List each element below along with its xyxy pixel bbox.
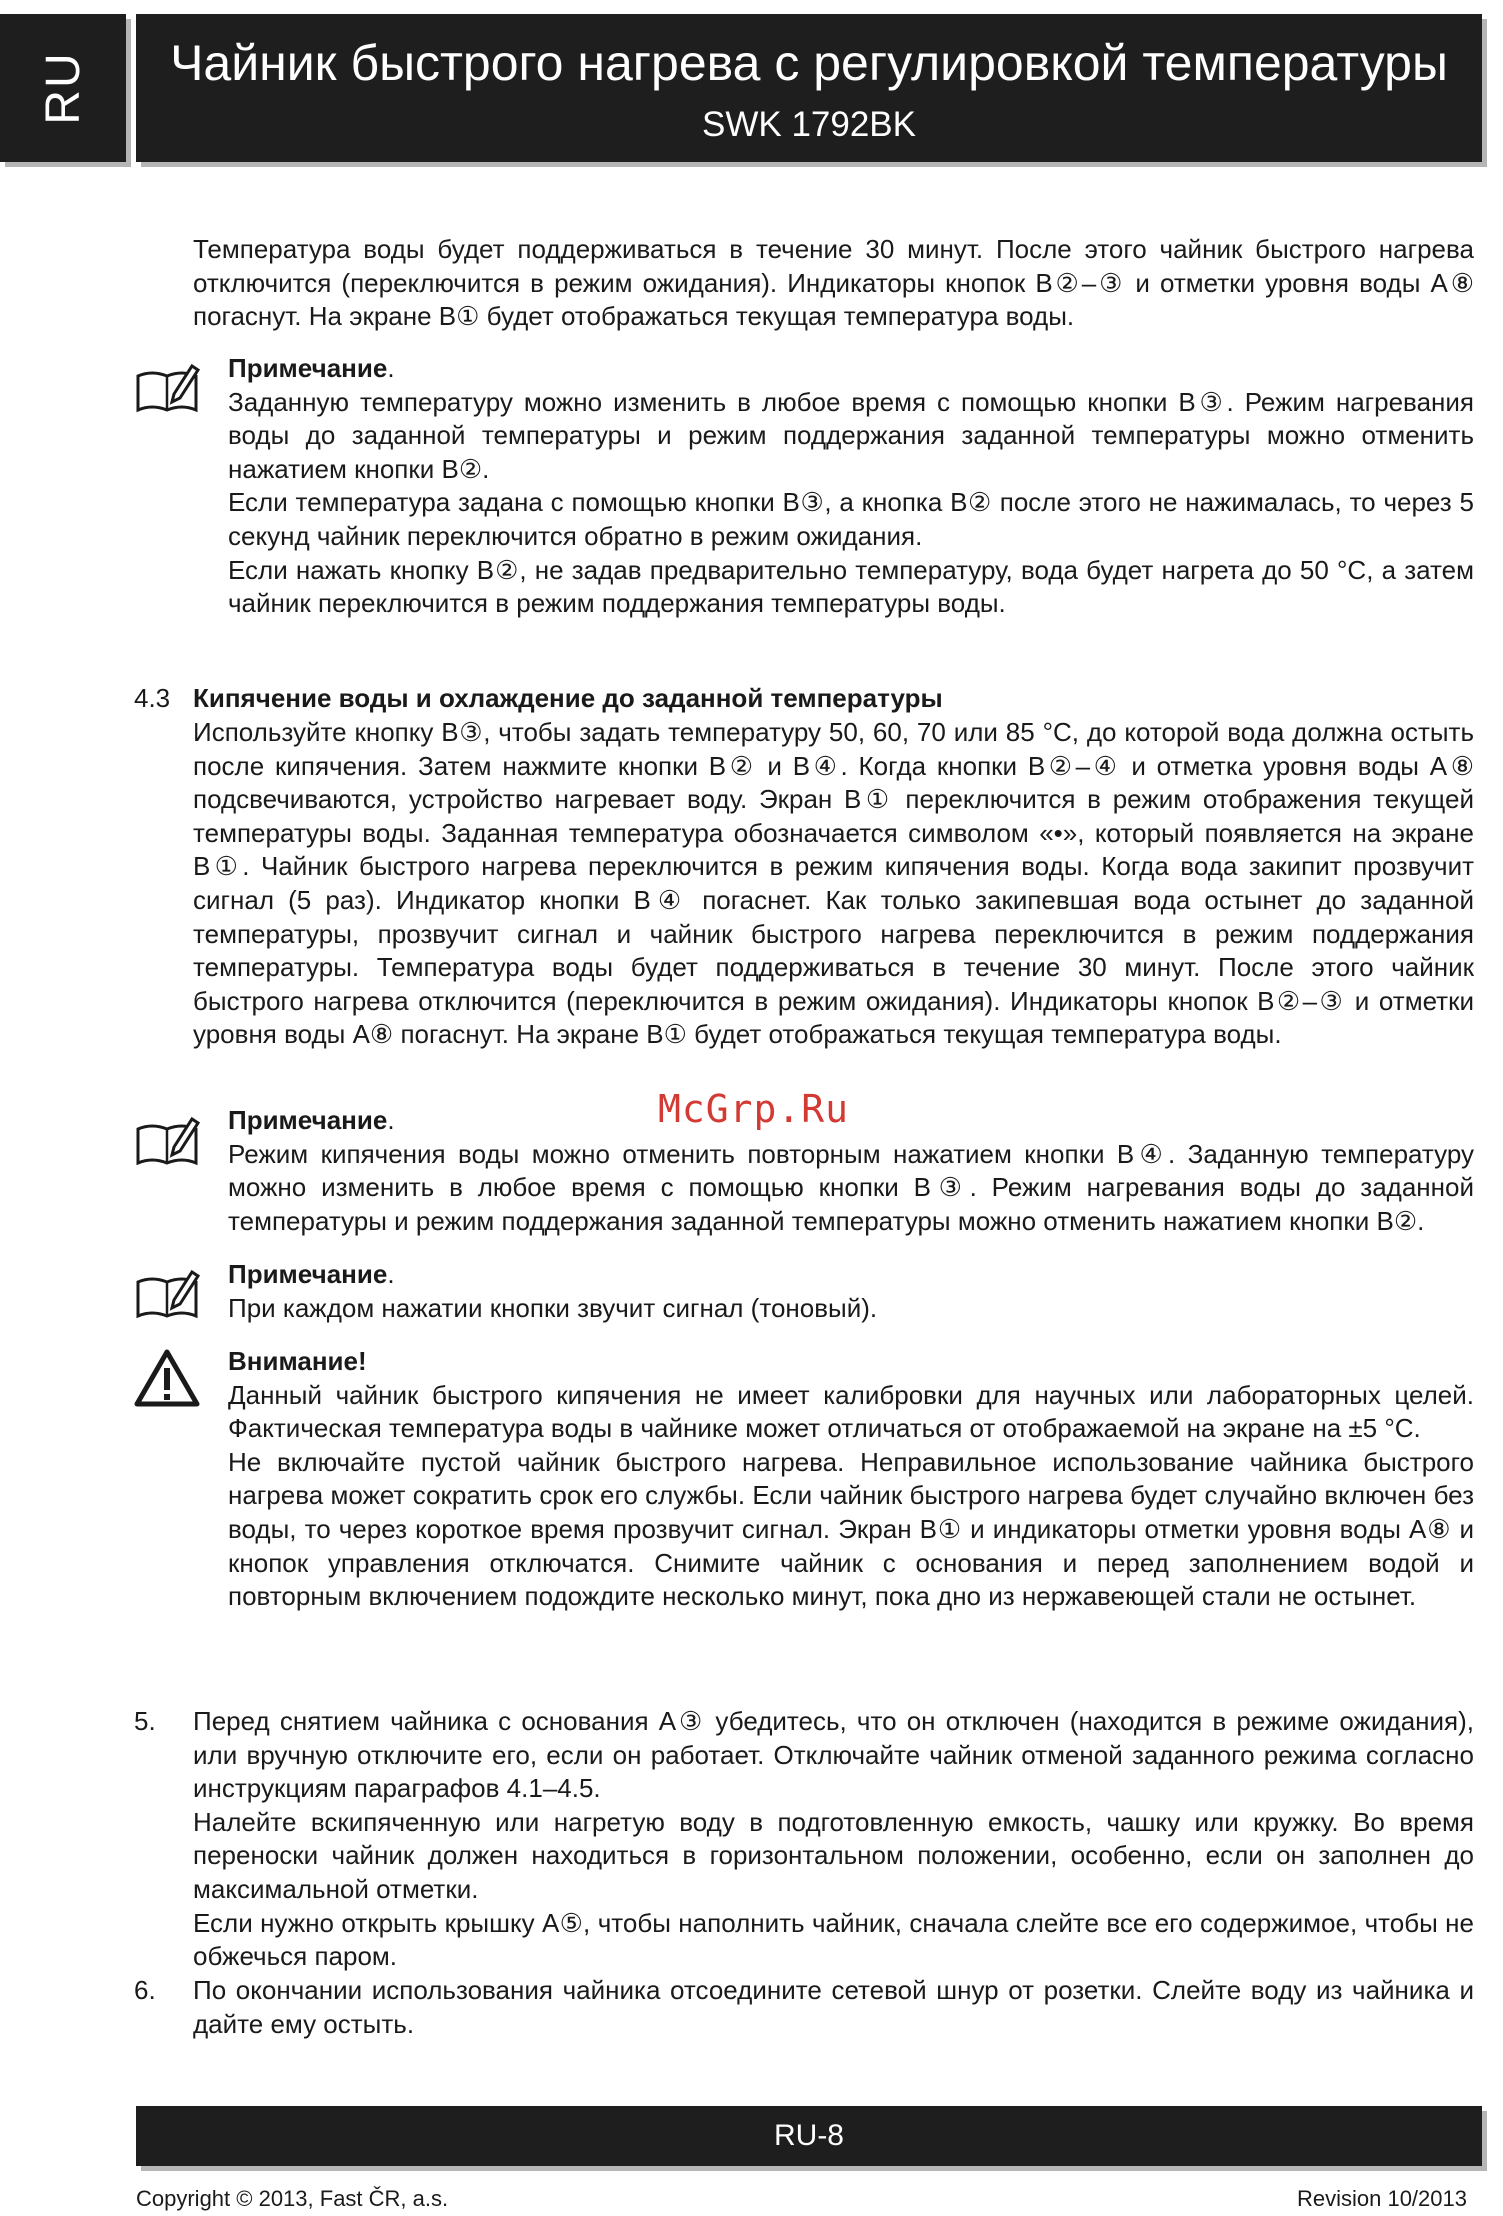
document-title: Чайник быстрого нагрева с регулировкой температуры	[170, 35, 1448, 91]
note-book-icon	[134, 1268, 200, 1322]
note-text: Если нажать кнопку B②, не задав предварительно температуру, вода будет нагрета до 50 °C, а затем чайник переключится в режим поддержания температуры воды.	[228, 554, 1474, 619]
intro-text: Температура воды будет поддерживаться в течение 30 минут. После этого чайник быстрого нагрева отключится (переключится в режим ожидания). Индикаторы кнопок B②–③ и отметки уровня воды A⑧ погаснут. На экране B① будет отображаться текущая температура воды.	[193, 234, 1474, 332]
list-text: По окончании использования чайника отсоедините сетевой шнур от розетки. Слейте воду из чайника и дайте ему остыть.	[193, 1975, 1474, 2039]
list-item-6	[193, 1974, 1474, 2041]
note-3: Примечание. При каждом нажатии кнопки звучит сигнал (тоновый).	[228, 1258, 1474, 1325]
revision: Revision 10/2013	[1296, 2186, 1467, 2211]
list-text: Перед снятием чайника с основания A③ убедитесь, что он отключен (находится в режиме ожидания), или вручную отключите его, если он работает. Отключайте чайник отменой заданного режима согласно инструкциям параграфов 4.1–4.5.	[193, 1706, 1474, 1804]
note-heading: Примечание	[228, 353, 388, 383]
warning-block	[228, 1345, 1474, 1614]
watermark: McGrp.Ru	[658, 1087, 850, 1131]
header-bar	[136, 14, 1482, 162]
section-paragraph	[193, 716, 1474, 1052]
note-book-icon	[134, 362, 200, 416]
section-title: Кипячение воды и охлаждение до заданной температуры	[193, 683, 943, 713]
warning-heading: Внимание!	[228, 1346, 367, 1376]
copyright: Copyright © 2013, Fast ČR, a.s.	[136, 2186, 449, 2211]
language-tab	[0, 14, 126, 162]
warning-triangle-icon	[134, 1348, 200, 1408]
intro-paragraph	[193, 233, 1474, 334]
list-number: 6.	[134, 1975, 156, 2005]
section-text: Используйте кнопку B③, чтобы задать температуру 50, 60, 70 или 85 °C, до которой вода должна остыть после кипячения. Затем нажмите кнопки B② и B④. Когда кнопки B②–④ и отметка уровня воды A⑧ подсвечиваются, устройство нагревает воду. Экран B① переключится в режим отображения текущей температуры воды. Заданная температура обозначается символом «•», который появляется на экране B①. Чайник быстрого нагрева переключится в режим кипячения воды. Когда вода закипит прозвучит сигнал (5 раз). Индикатор кнопки B④ погаснет. Как только закипевшая вода остынет до заданной температуры, прозвучит сигнал и чайник быстрого нагрева переключится в режим поддержания температуры. Температура воды будет поддерживаться в течение 30 минут. После этого чайник быстрого нагрева отключится (переключится в режим ожидания). Индикаторы кнопок B②–③ и отметки уровня воды A⑧ погаснут. На экране B① будет отображаться текущая температура воды.	[193, 717, 1474, 1050]
note-text: Заданную температуру можно изменить в любое время с помощью кнопки B③. Режим нагревания воды до заданной температуры и режим поддержания заданной температуры можно отменить нажатием кнопки B②.	[228, 386, 1474, 484]
model-number: SWK 1792BK	[702, 105, 916, 144]
list-number: 5.	[134, 1706, 156, 1736]
section-number: 4.3	[134, 683, 171, 713]
footer-bar	[136, 2106, 1482, 2166]
note-2: Примечание. Режим кипячения воды можно отменить повторным нажатием кнопки B④. Заданную температуру можно изменить в любое время с помощью кнопки B③. Режим нагревания воды до заданной температуры и режим поддержания заданной температуры можно отменить нажатием кнопки B②.	[228, 1104, 1474, 1238]
note-heading: Примечание	[228, 1259, 388, 1289]
list-text: Если нужно открыть крышку A⑤, чтобы наполнить чайник, сначала слейте все его содержимое, чтобы не обжечься паром.	[193, 1907, 1474, 1972]
language-code: RU	[36, 51, 90, 125]
note-heading: Примечание	[228, 1105, 388, 1135]
warning-text: Не включайте пустой чайник быстрого нагрева. Неправильное использование чайника быстрого нагрева может сократить срок его службы. Если чайник быстрого нагрева будет случайно включен без воды, то через короткое время прозвучит сигнал. Экран B① и индикаторы отметки уровня воды A⑧ и кнопок управления отключатся. Снимите чайник с основания и перед заполнением водой и повторным включением подождите несколько минут, пока дно из нержавеющей стали не остынет.	[228, 1446, 1474, 1612]
list-item-5	[193, 1705, 1474, 1974]
note-text: Режим кипячения воды можно отменить повторным нажатием кнопки B④. Заданную температуру можно изменить в любое время с помощью кнопки B③. Режим нагревания воды до заданной температуры и режим поддержания заданной температуры можно отменить нажатием кнопки B②.	[228, 1138, 1474, 1236]
page-number: RU-8	[773, 2119, 844, 2152]
list-text: Налейте вскипяченную или нагретую воду в подготовленную емкость, чашку или кружку. Во время переноски чайник должен находиться в горизонтальном положении, особенно, если он заполнен до максимальной отметки.	[193, 1806, 1474, 1904]
note-1: Примечание. Заданную температуру можно изменить в любое время с помощью кнопки B③. Режим нагревания воды до заданной температуры и режим поддержания заданной температуры можно отменить нажатием кнопки B②. Если температура задана с помощью кнопки B③, а кнопка B② после этого не нажималась, то через 5 секунд чайник переключится обратно в режим ожидания. Если нажать кнопку B②, не задав предварительно температуру, вода будет нагрета до 50 °C, а затем чайник переключится в режим поддержания температуры воды.	[228, 352, 1474, 621]
note-book-icon	[134, 1115, 200, 1169]
note-text: Если температура задана с помощью кнопки B③, а кнопка B② после этого не нажималась, то через 5 секунд чайник переключится обратно в режим ожидания.	[228, 487, 1474, 551]
note-text: При каждом нажатии кнопки звучит сигнал (тоновый).	[228, 1292, 878, 1323]
warning-text: Данный чайник быстрого кипячения не имеет калибровки для научных или лабораторных целей. Фактическая температура воды в чайнике может отличаться от отображаемой на экране на ±5 °C.	[228, 1379, 1474, 1444]
